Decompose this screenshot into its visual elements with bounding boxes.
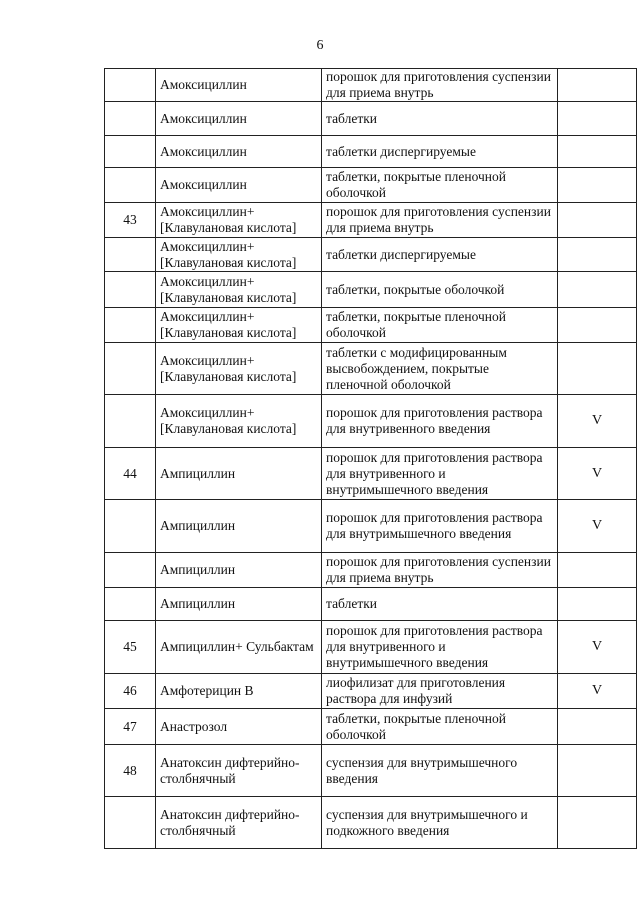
mark-cell bbox=[558, 308, 637, 343]
dosage-form-cell: суспензия для внутримышечного и подкожного введения bbox=[322, 797, 558, 849]
table-row bbox=[105, 553, 637, 588]
table-row bbox=[105, 448, 637, 500]
table-row bbox=[105, 395, 637, 448]
table-row bbox=[105, 102, 637, 136]
mark-cell bbox=[558, 343, 637, 395]
mark-cell: V bbox=[558, 448, 637, 500]
drug-name-cell: Амоксициллин+ [Клавулановая кислота] bbox=[156, 203, 322, 238]
table-row bbox=[105, 69, 637, 102]
table-row bbox=[105, 136, 637, 168]
row-number-cell: 44 bbox=[105, 448, 156, 500]
row-number-cell bbox=[105, 395, 156, 448]
dosage-form-cell: порошок для приготовления раствора для внутривенного и внутримышечного введения bbox=[322, 448, 558, 500]
dosage-form-cell: таблетки bbox=[322, 102, 558, 136]
drug-name-cell: Амоксициллин+ [Клавулановая кислота] bbox=[156, 395, 322, 448]
dosage-form-cell: таблетки bbox=[322, 588, 558, 621]
dosage-form-cell: порошок для приготовления раствора для внутримышечного введения bbox=[322, 500, 558, 553]
mark-cell bbox=[558, 797, 637, 849]
drug-table bbox=[104, 68, 637, 849]
row-number-cell bbox=[105, 136, 156, 168]
row-number-cell bbox=[105, 797, 156, 849]
dosage-form-cell: порошок для приготовления раствора для внутривенного введения bbox=[322, 395, 558, 448]
drug-name-cell: Амфотерицин В bbox=[156, 674, 322, 709]
table-row bbox=[105, 308, 637, 343]
drug-name-cell: Анастрозол bbox=[156, 709, 322, 745]
table-row bbox=[105, 797, 637, 849]
mark-cell bbox=[558, 136, 637, 168]
drug-name-cell: Анатоксин дифтерийно-столбнячный bbox=[156, 797, 322, 849]
drug-name-cell: Ампициллин bbox=[156, 448, 322, 500]
drug-name-cell: Амоксициллин bbox=[156, 168, 322, 203]
dosage-form-cell: таблетки диспергируемые bbox=[322, 238, 558, 272]
drug-name-cell: Амоксициллин+ [Клавулановая кислота] bbox=[156, 308, 322, 343]
mark-cell bbox=[558, 553, 637, 588]
drug-name-cell: Амоксициллин bbox=[156, 69, 322, 102]
drug-name-cell: Ампициллин bbox=[156, 588, 322, 621]
table-row bbox=[105, 500, 637, 553]
mark-cell bbox=[558, 588, 637, 621]
drug-name-cell: Амоксициллин bbox=[156, 136, 322, 168]
dosage-form-cell: таблетки, покрытые оболочкой bbox=[322, 272, 558, 308]
table-row bbox=[105, 588, 637, 621]
drug-name-cell: Амоксициллин bbox=[156, 102, 322, 136]
dosage-form-cell: порошок для приготовления суспензии для приема внутрь bbox=[322, 69, 558, 102]
row-number-cell bbox=[105, 238, 156, 272]
row-number-cell: 43 bbox=[105, 203, 156, 238]
row-number-cell bbox=[105, 69, 156, 102]
row-number-cell bbox=[105, 168, 156, 203]
table-row bbox=[105, 745, 637, 797]
mark-cell bbox=[558, 102, 637, 136]
dosage-form-cell: порошок для приготовления раствора для внутривенного и внутримышечного введения bbox=[322, 621, 558, 674]
row-number-cell: 46 bbox=[105, 674, 156, 709]
row-number-cell bbox=[105, 500, 156, 553]
drug-name-cell: Амоксициллин+ [Клавулановая кислота] bbox=[156, 238, 322, 272]
mark-cell bbox=[558, 272, 637, 308]
row-number-cell bbox=[105, 272, 156, 308]
dosage-form-cell: порошок для приготовления суспензии для приема внутрь bbox=[322, 203, 558, 238]
table-row bbox=[105, 272, 637, 308]
drug-name-cell: Анатоксин дифтерийно-столбнячный bbox=[156, 745, 322, 797]
row-number-cell bbox=[105, 553, 156, 588]
dosage-form-cell: таблетки диспергируемые bbox=[322, 136, 558, 168]
mark-cell bbox=[558, 745, 637, 797]
dosage-form-cell: таблетки, покрытые пленочной оболочкой bbox=[322, 168, 558, 203]
dosage-form-cell: таблетки, покрытые пленочной оболочкой bbox=[322, 709, 558, 745]
table-row bbox=[105, 238, 637, 272]
drug-name-cell: Ампициллин+ Сульбактам bbox=[156, 621, 322, 674]
mark-cell: V bbox=[558, 621, 637, 674]
dosage-form-cell: порошок для приготовления суспензии для приема внутрь bbox=[322, 553, 558, 588]
drug-name-cell: Амоксициллин+ [Клавулановая кислота] bbox=[156, 343, 322, 395]
drug-name-cell: Ампициллин bbox=[156, 500, 322, 553]
table-row bbox=[105, 168, 637, 203]
mark-cell: V bbox=[558, 500, 637, 553]
table-row bbox=[105, 203, 637, 238]
page-number: 6 bbox=[316, 38, 324, 53]
drug-name-cell: Амоксициллин+ [Клавулановая кислота] bbox=[156, 272, 322, 308]
dosage-form-cell: лиофилизат для приготовления раствора для инфузий bbox=[322, 674, 558, 709]
mark-cell bbox=[558, 168, 637, 203]
row-number-cell: 48 bbox=[105, 745, 156, 797]
mark-cell: V bbox=[558, 674, 637, 709]
row-number-cell bbox=[105, 343, 156, 395]
row-number-cell bbox=[105, 102, 156, 136]
table-row bbox=[105, 674, 637, 709]
mark-cell bbox=[558, 69, 637, 102]
row-number-cell: 45 bbox=[105, 621, 156, 674]
dosage-form-cell: таблетки, покрытые пленочной оболочкой bbox=[322, 308, 558, 343]
table-row bbox=[105, 343, 637, 395]
row-number-cell bbox=[105, 308, 156, 343]
dosage-form-cell: суспензия для внутримышечного введения bbox=[322, 745, 558, 797]
mark-cell bbox=[558, 709, 637, 745]
table-row bbox=[105, 709, 637, 745]
row-number-cell bbox=[105, 588, 156, 621]
mark-cell bbox=[558, 238, 637, 272]
drug-name-cell: Ампициллин bbox=[156, 553, 322, 588]
mark-cell bbox=[558, 203, 637, 238]
table-row bbox=[105, 621, 637, 674]
row-number-cell: 47 bbox=[105, 709, 156, 745]
dosage-form-cell: таблетки с модифицированным высвобождением, покрытые пленочной оболочкой bbox=[322, 343, 558, 395]
mark-cell: V bbox=[558, 395, 637, 448]
